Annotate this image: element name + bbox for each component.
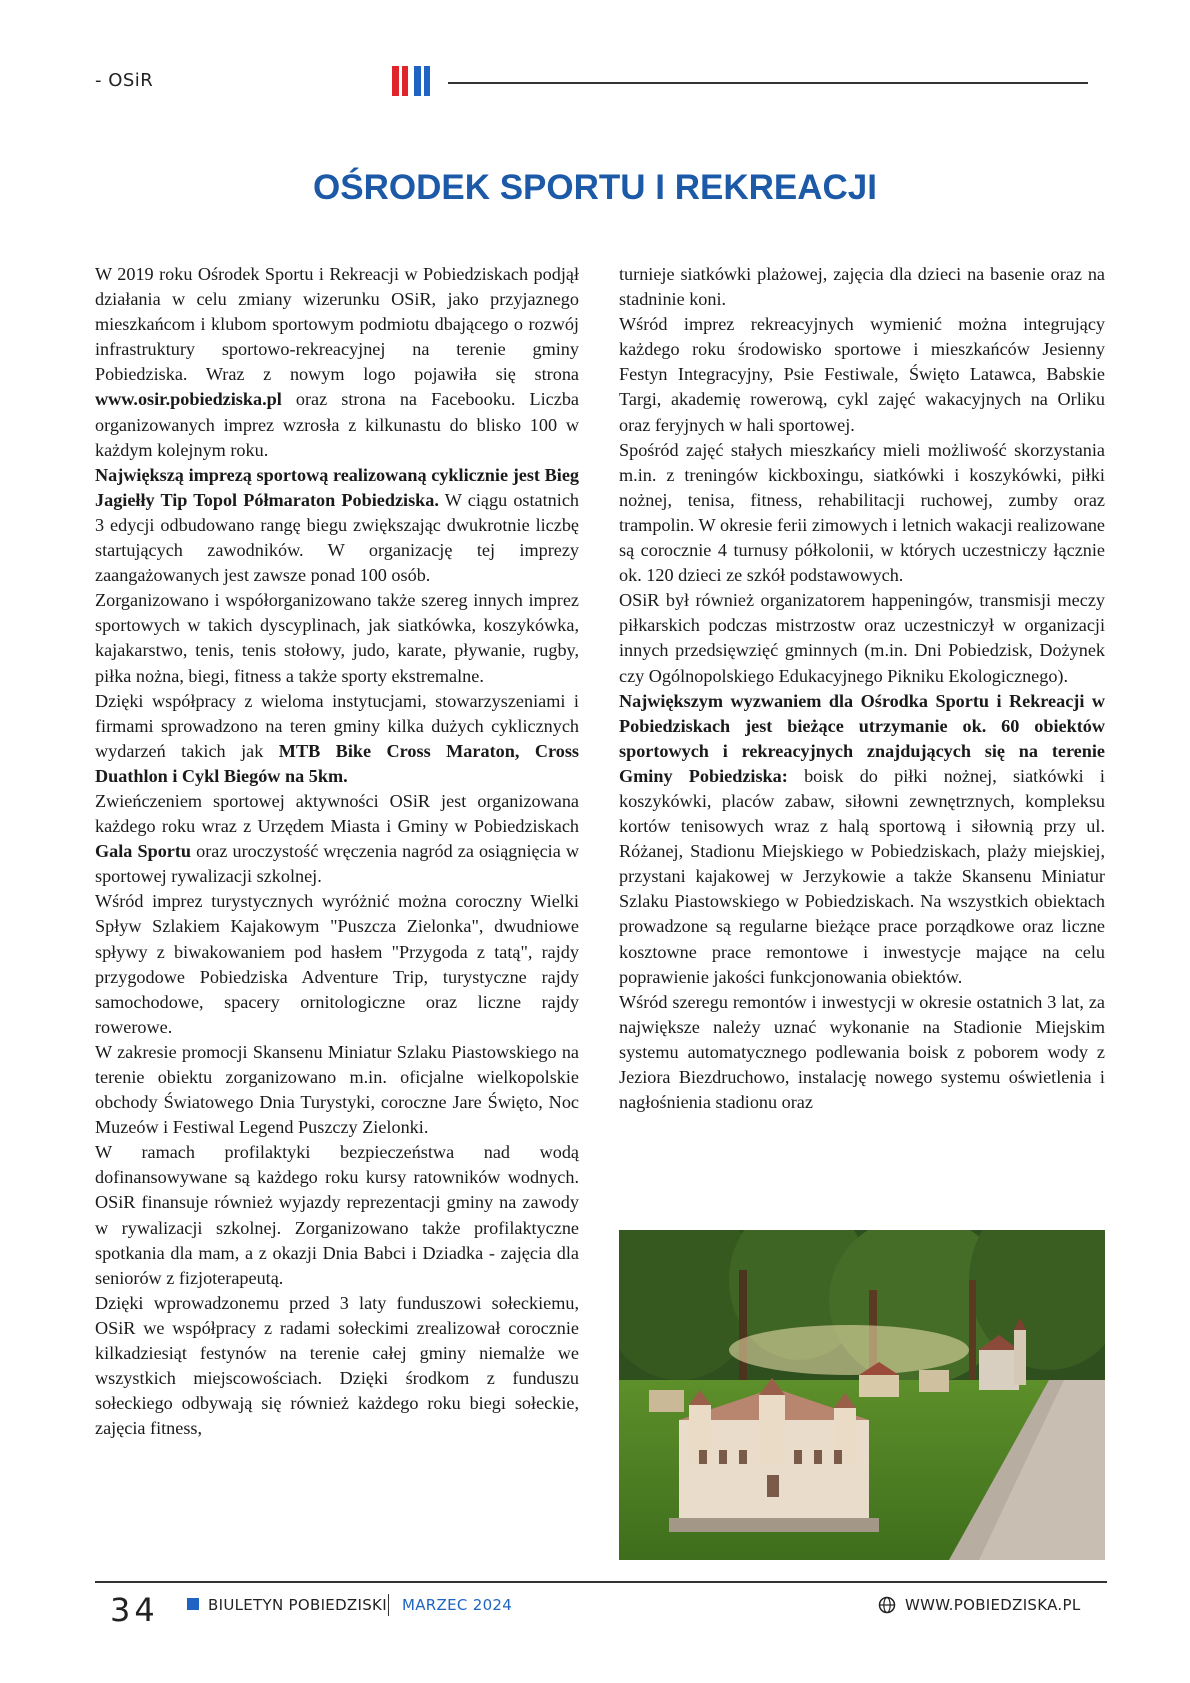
article-paragraph: Wśród imprez rekreacyjnych wymienić można integrujący każdego roku środowisko sportowe i mieszkańców Jesienny Festyn Integracyjny, Psie Festiwale, Święto Latawca, Babskie Targi, akademię rowerową, cykl zajęć wakacyjnych na Orliku oraz feryjnych w hali sportowej. [619, 314, 1105, 435]
article-paragraph: Wśród imprez turystycznych wyróżnić można coroczny Wielki Spływ Szlakiem Kajakowym "Puszcza Zielonka", dwudniowe spływy z biwakowaniem pod hasłem "Przygoda z tatą", rajdy przygodowe Pobiedziska Adventure Trip, turystyczne rajdy samochodowe, spacery ornitologiczne oraz liczne rajdy rowerowe. [95, 891, 579, 1037]
article-paragraph: Największym wyzwaniem dla Ośrodka Sportu i Rekreacji w Pobiedziskach jest bieżące utrzymanie ok. 60 obiektów sportowych i rekreacyjnych znajdujących się na terenie Gminy Pobiedziska: boisk do piłki nożnej, siatkówki i koszykówki, placów zabaw, siłowni zewnętrznych, kompleksu kortów tenisowych wraz z halą sportową i siłownią przy ul. Różanej, Stadionu Miejskiego w Pobiedziskach, plaży miejskiej, przystani kajakowej w Jerzykowie a także Skansenu Miniatur Szlaku Piastowskiego w Pobiedziskach. Na wszystkich obiektach prowadzone są regularne bieżące prace porządkowe oraz liczne kosztowne prace remontowe i inwestycje mające na celu poprawienie jakości funkcjonowania obiektów. [619, 690, 1105, 987]
article-left-column [95, 262, 579, 1441]
article-paragraph: Wśród szeregu remontów i inwestycji w okresie ostatnich 3 lat, za największe należy uznać wykonanie na Stadionie Miejskim systemu automatycznego podlewania boisk z poborem wody z Jeziora Biezdruchowo, instalację nowego systemu oświetlenia i nagłośnienia stadionu oraz [619, 991, 1105, 1113]
skansen-miniatures-photo [619, 1230, 1105, 1560]
article-paragraph: turnieje siatkówki plażowej, zajęcia dla dzieci na basenie oraz na stadninie koni. [619, 264, 1105, 310]
article-paragraph: Dzięki współpracy z wieloma instytucjami, stowarzyszeniami i firmami sprowadzono na teren gminy kilka dużych cyklicznych wydarzeń takich jak MTB Bike Cross Maraton, Cross Duathlon i Cykl Biegów na 5km. [95, 690, 579, 786]
article-paragraph: W 2019 roku Ośrodek Sportu i Rekreacji w Pobiedziskach podjął działania w celu zmiany wizerunku OSiR, jako przyjaznego mieszkańcom i klubom sportowym podmiotu dbającego o rozwój infrastruktury sportowo-rekreacyjnej na terenie gminy Pobiedziska. Wraz z nowym logo pojawiła się strona www.osir.pobiedziska.pl oraz strona na Facebooku. Liczba organizowanych imprez wzrosła z kilkunastu do blisko 100 w każdym kolejnym roku. [95, 264, 579, 460]
footer-publication: BIULETYN POBIEDZISKI [208, 1596, 387, 1614]
footer-website-link[interactable]: WWW.POBIEDZISKA.PL [905, 1596, 1081, 1614]
article-paragraph: W ramach profilaktyki bezpieczeństwa nad wodą dofinansowywane są każdego roku kursy ratowników wodnych. OSiR finansuje również wyjazdy reprezentacji gminy na zawody w rywalizacji szkolnej. Zorganizowano także profilaktyczne spotkania dla mam, a z okazji Dnia Babci i Dziadka - zajęcia dla seniorów z fizjoterapeutą. [95, 1142, 579, 1288]
article-paragraph: Zorganizowano i współorganizowano także szereg innych imprez sportowych w takich dyscyplinach, jak siatkówka, koszykówka, kajakarstwo, tenis, tenis stołowy, judo, karate, pływanie, rugby, piłka nożna, biegi, fitness a także sporty ekstremalne. [95, 590, 579, 686]
article-paragraph: Dzięki wprowadzonemu przed 3 laty funduszowi sołeckiemu, OSiR we współpracy z radami sołeckimi zrealizował corocznie kilkadziesiąt festynów na terenie całej gminy niemalże we wszystkich miejscowościach. Dzięki środkom z funduszu sołeckiego odbywają się również każdego roku biegi sołeckie, zajęcia fitness, [95, 1292, 579, 1439]
header-rule [448, 82, 1088, 84]
article-paragraph: Zwieńczeniem sportowej aktywności OSiR jest organizowana każdego roku wraz z Urzędem Miasta i Gminy w Pobiedziskach Gala Sportu oraz uroczystość wręczenia nagród za osiągnięcia w sportowej rywalizacji szkolnej. [95, 790, 579, 887]
article-paragraph: W zakresie promocji Skansenu Miniatur Szlaku Piastowskiego na terenie obiektu zorganizowano m.in. oficjalne wielkopolskie obchody Światowego Dnia Turystyki, coroczne Jare Święto, Noc Muzeów i Festiwal Legend Puszczy Zielonki. [95, 1041, 579, 1138]
footer-square-decoration [187, 1598, 199, 1610]
globe-icon [878, 1596, 896, 1614]
article-right-column [619, 262, 1105, 1115]
footer-rule [95, 1581, 1107, 1583]
article-paragraph: OSiR był również organizatorem happeningów, transmisji meczy piłkarskich podczas mistrzostw oraz uczestniczył w organizacji innych przedsięwzięć gminnych (m.in. Dni Pobiedzisk, Dożynek czy Ogólnopolskiego Edukacyjnego Pikniku Ekologicznego). [619, 590, 1105, 686]
article-paragraph: Największą imprezą sportową realizowaną cyklicznie jest Bieg Jagiełły Tip Topol Półmaraton Pobiedziska. W ciągu ostatnich 3 edycji odbudowano rangę biegu zwiększając dwukrotnie liczbę startujących zawodników. W organizację tej imprezy zaangażowanych jest zawsze ponad 100 osób. [95, 464, 579, 586]
header-section-label: - OSiR [95, 70, 154, 91]
page-number: 34 [110, 1591, 159, 1629]
article-title: OŚRODEK SPORTU I REKREACJI [313, 168, 877, 207]
footer-date: MARZEC 2024 [402, 1596, 513, 1614]
footer-separator [388, 1594, 389, 1616]
article-paragraph: Spośród zajęć stałych mieszkańcy mieli możliwość skorzystania m.in. z treningów kickboxingu, siatkówki i koszykówki, piłki nożnej, tenisa, fitness, rehabilitacji ruchowej, zumby oraz trampolin. W okresie ferii zimowych i letnich wakacji realizowane są corocznie 4 turnusy półkolonii, w których uczestniczy łącznie ok. 120 dzieci ze szkół podstawowych. [619, 439, 1105, 586]
